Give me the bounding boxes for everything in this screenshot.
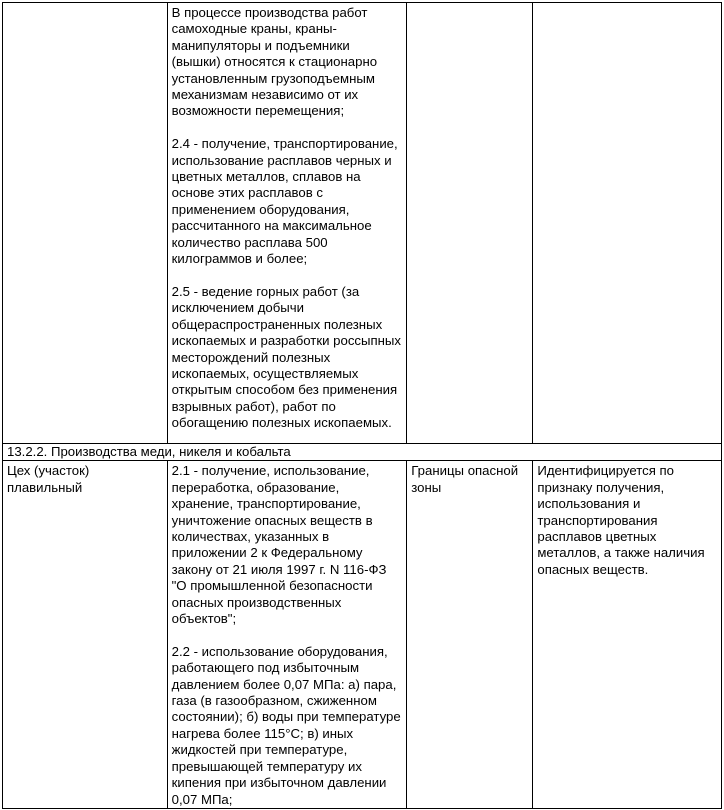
- hazard-classification-table: [2, 2, 722, 809]
- table-row: [3, 461, 722, 809]
- criteria-item-2-1: 2.1 - получение, использование, переработка, образование, хранение, транспортирование, уничтожение опасных веществ в количествах, указанных в приложении 2 к Федеральному закону от 21 июля 1997 г. N 116-ФЗ "О промышленной безопасности опасных производственных объектов";: [171, 463, 387, 627]
- criteria-cell: [167, 3, 407, 444]
- identification-cell-empty: [533, 3, 722, 444]
- boundary-cell-empty: [407, 3, 533, 444]
- boundary-cell: Границы опасной зоны: [407, 461, 533, 809]
- section-header-row: [3, 444, 722, 461]
- section-title: 13.2.2. Производства меди, никеля и кобальта: [3, 444, 722, 461]
- table-row: [3, 3, 722, 444]
- identification-cell: Идентифицируется по признаку получения, использования и транспортирования расплавов цветных металлов, а также наличия опасных веществ.: [533, 461, 722, 809]
- criteria-item-2-4: 2.4 - получение, транспортирование, использование расплавов черных и цветных металлов, сплавов на основе этих расплавов с применением оборудования, рассчитанного на максимальное количество расплава 500 килограммов и более;: [171, 136, 398, 267]
- criteria-item-2-2: 2.2 - использование оборудования, работающего под избыточным давлением более 0,07 МПа: а) пара, газа (в газообразном, сжиженном состоянии); б) воды при температуре нагрева более 115°С; в) иных жидкостей при температуре, превышающей температуру их кипения при избыточном давлении 0,07 МПа;: [171, 643, 401, 807]
- criteria-cell: [167, 461, 407, 809]
- object-cell: Цех (участок) плавильный: [3, 461, 168, 809]
- object-cell-empty: [3, 3, 168, 444]
- criteria-item-2-5: 2.5 - ведение горных работ (за исключением добычи общераспространенных полезных ископаемых и разработки россыпных месторождений полезных ископаемых, осуществляемых открытым способом без применения взрывных работ), работ по обогащению полезных ископаемых.: [171, 283, 401, 431]
- criteria-note: В процессе производства работ самоходные краны, краны-манипуляторы и подъемники (вышки) относятся к стационарно установленным грузоподъемным механизмам независимо от их возможности перемещения;: [171, 5, 378, 119]
